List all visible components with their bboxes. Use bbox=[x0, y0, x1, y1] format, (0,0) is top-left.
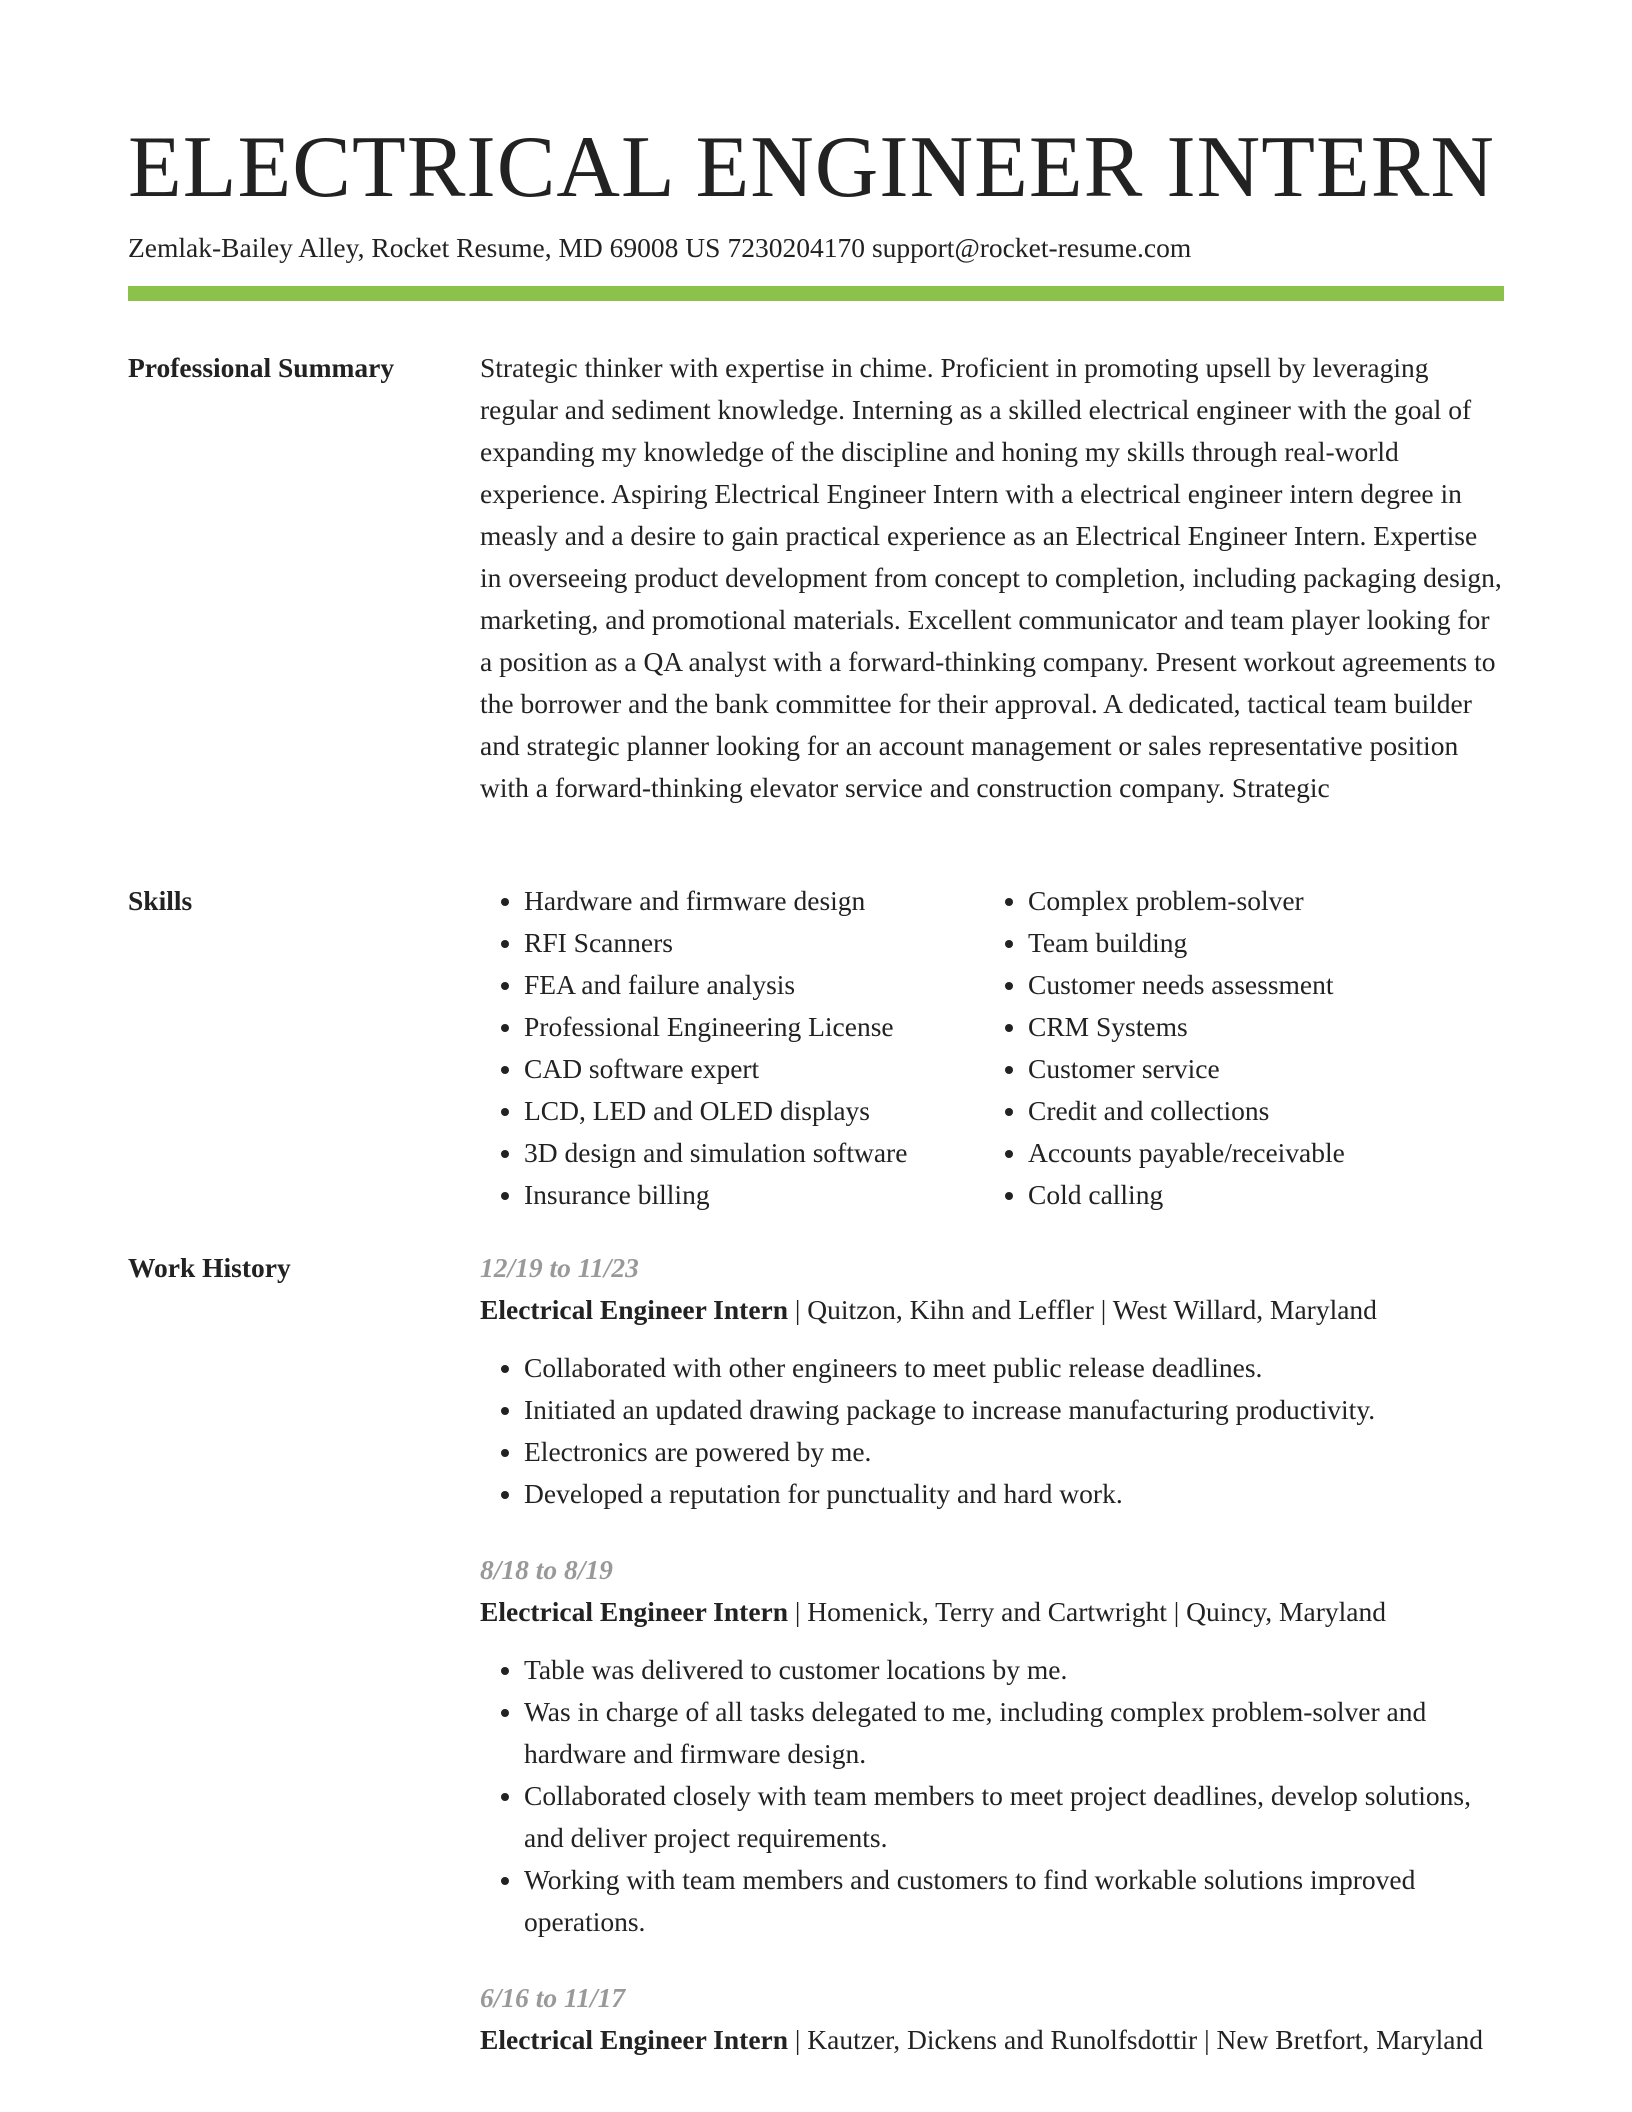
skill-item: • CRM Systems bbox=[1028, 1006, 1488, 1048]
skill-item: • Accounts payable/receivable bbox=[1028, 1132, 1488, 1174]
skill-item: • Cold calling bbox=[1028, 1174, 1488, 1216]
job-bullet: • Working with team members and customers to find workable solutions improved operations. bbox=[524, 1859, 1504, 1943]
skill-item: • FEA and failure analysis bbox=[524, 964, 984, 1006]
job-company-location: | Quitzon, Kihn and Leffler | West Willard, Maryland bbox=[788, 1294, 1377, 1325]
job-company-location: | Kautzer, Dickens and Runolfsdottir | New Bretfort, Maryland bbox=[788, 2024, 1483, 2055]
summary-body bbox=[480, 347, 1504, 809]
job-bullet: • Was in charge of all tasks delegated to me, including complex problem-solver and hardware and firmware design. bbox=[524, 1691, 1504, 1775]
skills-list-right bbox=[984, 880, 1488, 1216]
skill-item: • RFI Scanners bbox=[524, 922, 984, 964]
work-history-body bbox=[480, 1247, 1504, 2095]
skill-item: • Team building bbox=[1028, 922, 1488, 964]
contact-email: support@rocket-resume.com bbox=[871, 232, 1192, 263]
job-bullet: • Collaborated closely with team members to meet project deadlines, develop solutions, and deliver project requirements. bbox=[524, 1775, 1504, 1859]
skill-item: • Customer needs assessment bbox=[1028, 964, 1488, 1006]
contact-address: Zemlak-Bailey Alley, Rocket Resume, MD 69008 US bbox=[128, 232, 721, 263]
job-title: Electrical Engineer Intern bbox=[480, 1294, 789, 1325]
job-heading bbox=[480, 2019, 1504, 2061]
skill-item: • CAD software expert bbox=[524, 1048, 984, 1090]
job-dates: 12/19 to 11/23 bbox=[480, 1252, 639, 1283]
job-heading bbox=[480, 1591, 1504, 1633]
job-company-location: | Homenick, Terry and Cartwright | Quincy, Maryland bbox=[788, 1596, 1386, 1627]
skill-item: • Professional Engineering License bbox=[524, 1006, 984, 1048]
job-title: Electrical Engineer Intern bbox=[480, 1596, 789, 1627]
skills-list-left bbox=[480, 880, 984, 1216]
job-bullet: • Developed a reputation for punctuality and hard work. bbox=[524, 1473, 1504, 1515]
skill-item: • LCD, LED and OLED displays bbox=[524, 1090, 984, 1132]
skill-item: • Complex problem-solver bbox=[1028, 880, 1488, 922]
skill-item: • Hardware and firmware design bbox=[524, 880, 984, 922]
contact-line bbox=[128, 230, 1191, 266]
summary-label: Professional Summary bbox=[128, 352, 395, 383]
job-bullet: • Electronics are powered by me. bbox=[524, 1431, 1504, 1473]
skill-item: • Customer service bbox=[1028, 1048, 1488, 1090]
skills-body bbox=[480, 880, 1504, 1216]
resume-title: ELECTRICAL ENGINEER INTERN bbox=[128, 119, 1495, 216]
skills-label: Skills bbox=[128, 885, 193, 916]
skill-item: • 3D design and simulation software bbox=[524, 1132, 984, 1174]
job-dates: 8/18 to 8/19 bbox=[480, 1554, 613, 1585]
job-bullet: • Collaborated with other engineers to meet public release deadlines. bbox=[524, 1347, 1504, 1389]
skill-item: • Credit and collections bbox=[1028, 1090, 1488, 1132]
job-entry bbox=[480, 1247, 1504, 1515]
contact-phone: 7230204170 bbox=[727, 232, 865, 263]
job-dates: 6/16 to 11/17 bbox=[480, 1982, 626, 2013]
job-bullet: • Initiated an updated drawing package to increase manufacturing productivity. bbox=[524, 1389, 1504, 1431]
job-bullet: • Table was delivered to customer locations by me. bbox=[524, 1649, 1504, 1691]
job-heading bbox=[480, 1289, 1504, 1331]
job-bullet-list bbox=[480, 1649, 1504, 1943]
job-entry bbox=[480, 1549, 1504, 1943]
summary-text: Strategic thinker with expertise in chime. Proficient in promoting upsell by leveraging regular and sediment knowledge. Interning as a skilled electrical engineer with the goal of expanding my knowledge of the discipline and honing my skills through real-world experience. Aspiring Electrical Engineer Intern with a electrical engineer intern degree in measly and a desire to gain practical experience as an Electrical Engineer Intern. Expertise in overseeing product development from concept to completion, including packaging design, marketing, and promotional materials. Excellent communicator and team player looking for a position as a QA analyst with a forward-thinking company. Present workout agreements to the borrower and the bank committee for their approval. A dedicated, tactical team builder and strategic planner looking for an account management or sales representative position with a forward-thinking elevator service and construction company. Strategic bbox=[480, 352, 1502, 803]
job-bullet-list bbox=[480, 1347, 1504, 1515]
header-divider bbox=[128, 286, 1504, 301]
skills-columns bbox=[480, 880, 1504, 1216]
job-entry bbox=[480, 1977, 1504, 2061]
work-history-label: Work History bbox=[128, 1252, 291, 1283]
job-title: Electrical Engineer Intern bbox=[480, 2024, 789, 2055]
skill-item: • Insurance billing bbox=[524, 1174, 984, 1216]
